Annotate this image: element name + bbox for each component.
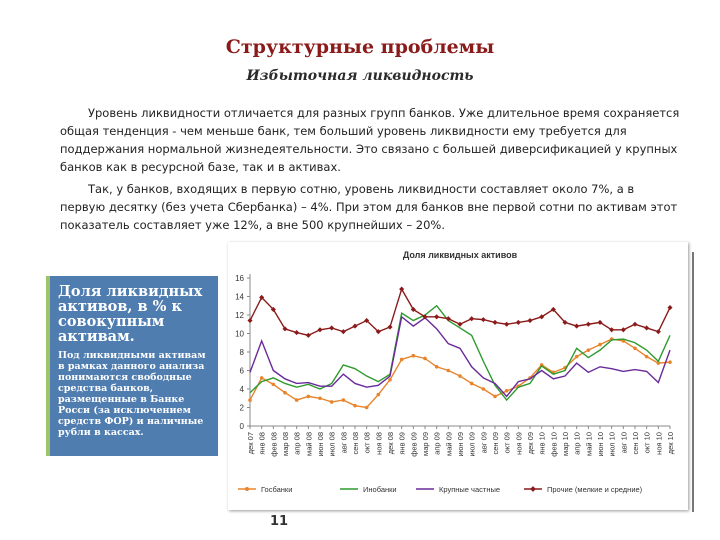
data-point (342, 398, 346, 402)
data-point (294, 330, 299, 335)
x-tick-label: сен 08 (351, 432, 360, 455)
x-tick-label: июн 09 (456, 432, 465, 457)
page-number: 11 (270, 514, 289, 529)
chart-container (228, 242, 688, 510)
liquidity-chart (228, 242, 688, 510)
x-tick-label: дек 08 (386, 432, 395, 455)
data-point (482, 387, 486, 391)
x-tick-label: сен 09 (491, 432, 500, 455)
data-point (329, 325, 334, 330)
data-point (388, 378, 392, 382)
data-point (377, 393, 381, 397)
y-tick-label: 8 (239, 348, 244, 357)
data-point (644, 325, 649, 330)
y-tick-label: 6 (239, 366, 244, 376)
data-point (492, 320, 497, 325)
legend-marker (245, 487, 249, 491)
data-point (446, 316, 451, 321)
data-point (307, 395, 311, 399)
x-tick-label: фев 10 (549, 432, 559, 457)
data-point (645, 355, 649, 359)
data-point (272, 383, 276, 387)
data-point (575, 355, 579, 359)
slide-subtitle: Избыточная ликвидность (246, 68, 474, 84)
y-tick-label: 14 (235, 292, 244, 302)
data-point (469, 316, 474, 321)
x-tick-label: ноя 08 (374, 432, 384, 455)
legend-label-2: Крупные частные (439, 485, 501, 494)
data-point (283, 391, 287, 395)
x-tick-label: июл 08 (327, 432, 337, 457)
x-tick-label: апр 08 (292, 432, 302, 455)
data-point (434, 314, 439, 319)
data-point (247, 318, 252, 323)
data-point (260, 376, 264, 380)
x-tick-label: фев 09 (409, 432, 419, 457)
data-point (412, 354, 416, 358)
data-point (470, 382, 474, 386)
data-point (330, 400, 334, 404)
chart-title: Доля ликвидных активов (402, 250, 518, 260)
data-point (481, 317, 486, 322)
y-tick-label: 12 (235, 311, 244, 320)
x-tick-label: авг 09 (479, 432, 489, 454)
x-tick-label: авг 08 (339, 432, 349, 454)
data-point (435, 365, 439, 369)
data-point (504, 322, 509, 327)
data-point (505, 389, 509, 393)
legend-label-0: Госбанки (261, 485, 293, 494)
data-point (587, 348, 591, 352)
x-tick-label: окт 09 (502, 432, 512, 454)
data-point (621, 327, 626, 332)
data-point (341, 329, 346, 334)
data-point (353, 404, 357, 408)
data-point (387, 324, 392, 329)
data-point (656, 329, 661, 334)
paragraph-1: Уровень ликвидности отличается для разных групп банков. Уже длительное время сохраняется общая тенденция - чем меньше банк, тем больший уровень ликвидности ему требуется для поддержания нормальной жизнедеятельности. Это связано с большей диверсификацией у крупных банков как в ресурсной базе, так и в активах. (60, 106, 680, 174)
slide-title: Структурные проблемы (225, 36, 495, 58)
side-panel-heading: Доля ликвидных активов, в % к совокупным активам. (58, 283, 203, 345)
y-tick-label: 0 (239, 422, 244, 431)
x-tick-label: июн 10 (596, 432, 605, 457)
data-point (423, 357, 427, 361)
x-tick-label: июн 08 (316, 432, 325, 457)
series-line-2 (250, 317, 670, 397)
x-tick-label: ноя 10 (654, 432, 664, 455)
legend-label-3: Прочие (мелкие и средние) (547, 485, 643, 494)
data-point (574, 324, 579, 329)
x-tick-label: дек 10 (666, 432, 675, 455)
divider-line (692, 252, 694, 512)
x-tick-label: май 08 (304, 432, 314, 456)
paragraph-2: Так, у банков, входящих в первую сотню, уровень ликвидности составляет около 7%, а в первую десятку (без учета Сбербанка) – 4%. При этом для банков вне первой сотни по активам этот показатель составляет уже 12%, а вне 500 крупнейших – 20%. (60, 182, 678, 232)
x-tick-label: янв 10 (537, 432, 547, 455)
x-tick-label: апр 10 (572, 432, 582, 455)
x-tick-label: окт 10 (642, 432, 652, 454)
x-tick-label: мар 10 (561, 432, 570, 456)
data-point (458, 374, 462, 378)
x-tick-label: авг 10 (619, 432, 629, 454)
x-tick-label: дек 09 (526, 432, 535, 455)
data-point (668, 360, 672, 364)
x-tick-label: сен 10 (631, 432, 640, 455)
y-tick-label: 10 (235, 329, 244, 339)
x-tick-label: май 10 (584, 432, 594, 456)
data-point (306, 333, 311, 338)
y-tick-label: 2 (239, 403, 244, 413)
x-tick-label: фев 08 (269, 432, 279, 457)
data-point (317, 327, 322, 332)
body-text (60, 104, 680, 238)
data-point (365, 406, 369, 410)
data-point (527, 318, 532, 323)
data-point (633, 347, 637, 351)
data-point (598, 343, 602, 347)
data-point (352, 324, 357, 329)
series-line-1 (250, 306, 670, 400)
x-tick-label: июл 09 (467, 432, 477, 457)
side-panel-description: Под ликвидными активам в рамках данного анализа понимаются свободные средства банков, размещенные в Банке Росси (за исключением средств ФОР) и наличные рубли в кассах. (58, 350, 206, 438)
legend-marker (530, 486, 536, 492)
legend-label-1: Инобанки (363, 485, 397, 494)
data-point (632, 322, 637, 327)
x-tick-label: ноя 09 (514, 432, 524, 455)
data-point (400, 358, 404, 362)
x-tick-label: дек 07 (246, 432, 255, 455)
data-point (318, 396, 322, 400)
data-point (493, 395, 497, 399)
side-panel (46, 276, 218, 456)
data-point (667, 305, 672, 310)
x-tick-label: мар 09 (421, 432, 430, 456)
x-tick-label: май 09 (444, 432, 454, 456)
data-point (447, 369, 451, 373)
data-point (586, 322, 591, 327)
data-point (516, 320, 521, 325)
data-point (295, 398, 299, 402)
x-tick-label: мар 08 (281, 432, 290, 456)
x-tick-label: апр 09 (432, 432, 442, 455)
data-point (248, 398, 252, 402)
x-tick-label: июл 10 (607, 432, 617, 457)
x-tick-label: янв 09 (397, 432, 407, 455)
x-tick-label: окт 08 (362, 432, 372, 454)
y-tick-label: 16 (235, 274, 244, 283)
y-tick-label: 4 (239, 385, 244, 394)
x-tick-label: янв 08 (257, 432, 267, 455)
